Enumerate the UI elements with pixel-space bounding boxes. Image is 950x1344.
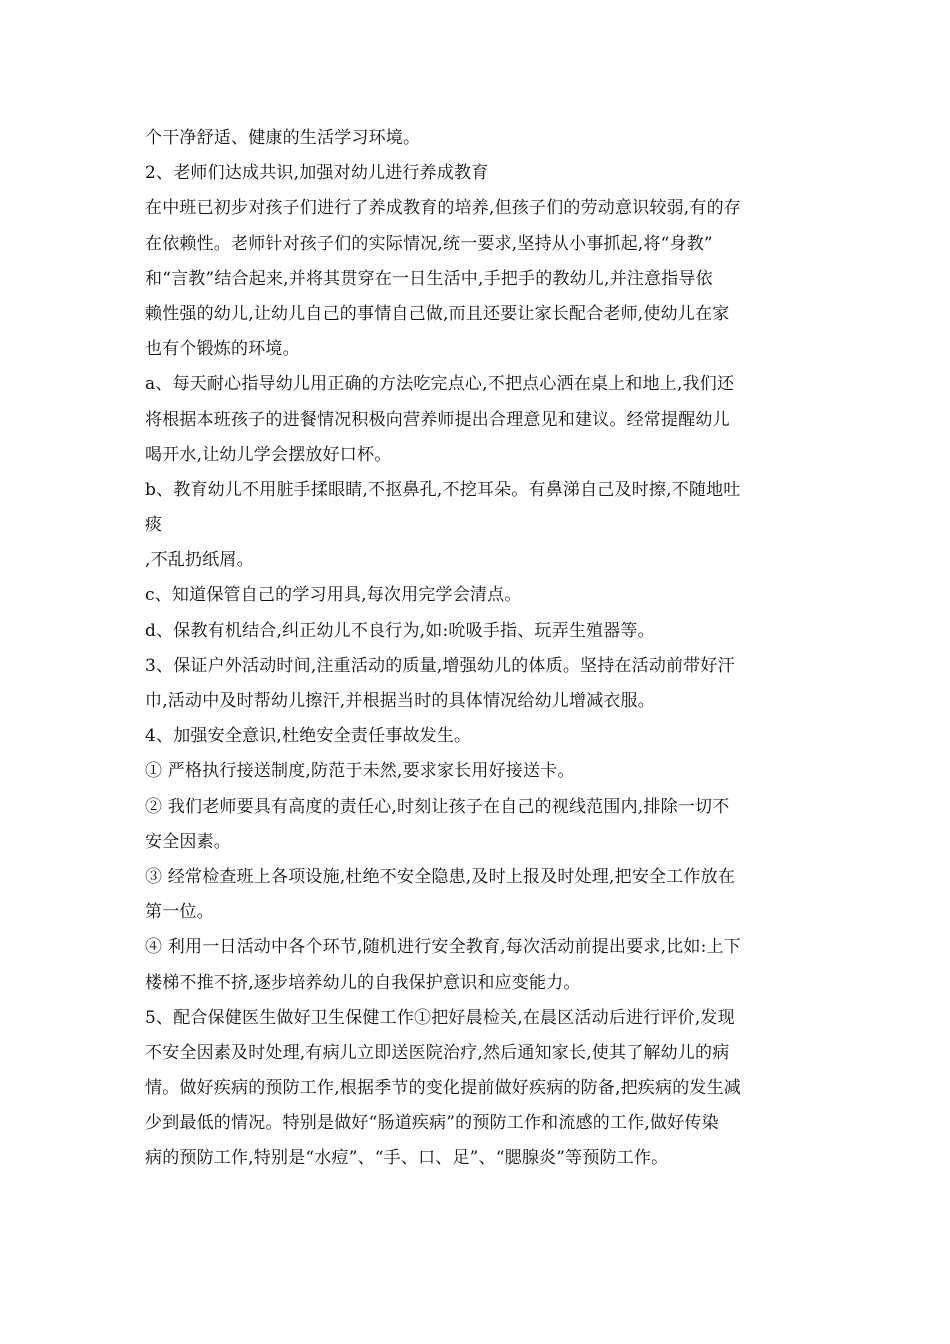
- text-line: ,不乱扔纸屑。: [145, 550, 254, 571]
- text-line: 楼梯不推不挤,逐步培养幼儿的自我保护意识和应变能力。: [145, 972, 581, 993]
- text-line: 和“言教”结合起来,并将其贯穿在一日生活中,手把手的教幼儿,并注意指导依: [145, 268, 713, 289]
- list-item-c: c、知道保管自己的学习用具,每次用完学会清点。: [145, 585, 522, 606]
- text-line: 也有个锻炼的环境。: [145, 339, 300, 360]
- list-item-1: ① 严格执行接送制度,防范于未然,要求家长用好接送卡。: [145, 761, 575, 782]
- text-line: 将根据本班孩子的进餐情况积极向营养师提出合理意见和建议。经常提醒幼儿: [145, 409, 730, 430]
- list-item-a: a、每天耐心指导幼儿用正确的方法吃完点心,不把点心洒在桌上和地上,我们还: [145, 374, 735, 395]
- text-line: 第一位。: [145, 902, 214, 923]
- document-body: [145, 121, 813, 1177]
- section-heading: 3、保证户外活动时间,注重活动的质量,增强幼儿的体质。坚持在活动前带好汗: [145, 655, 735, 676]
- list-item-b: b、教育幼儿不用脏手揉眼睛,不抠鼻孔,不挖耳朵。有鼻涕自己及时擦,不随地吐: [145, 479, 741, 500]
- list-item-d: d、保教有机结合,纠正幼儿不良行为,如:吮吸手指、玩弄生殖器等。: [145, 620, 655, 641]
- text-line: 不安全因素及时处理,有病儿立即送医院治疗,然后通知家长,使其了解幼儿的病: [145, 1042, 730, 1063]
- text-line: 痰: [145, 515, 163, 536]
- text-line: 安全因素。: [145, 831, 231, 852]
- text-line: 个干净舒适、健康的生活学习环境。: [145, 128, 421, 148]
- list-item-3: ③ 经常检查班上各项设施,杜绝不安全隐患,及时上报及时处理,把安全工作放在: [145, 866, 736, 887]
- text-line: 在依赖性。老师针对孩子们的实际情况,统一要求,坚持从小事抓起,将“身教”: [145, 233, 713, 254]
- section-heading: 4、加强安全意识,杜绝安全责任事故发生。: [145, 726, 472, 747]
- list-item-4: ④ 利用一日活动中各个环节,随机进行安全教育,每次活动前提出要求,比如:上下: [145, 937, 741, 958]
- text-line: 病的预防工作,特别是“水痘”、“手、口、足”、“腮腺炎”等预防工作。: [145, 1148, 669, 1169]
- section-heading: 5、配合保健医生做好卫生保健工作①把好晨检关,在晨区活动后进行评价,发现: [145, 1007, 735, 1028]
- text-line: 赖性强的幼儿,让幼儿自己的事情自己做,而且还要让家长配合老师,使幼儿在家: [145, 303, 730, 324]
- text-line: 情。做好疾病的预防工作,根据季节的变化提前做好疾病的防备,把疾病的发生减: [145, 1078, 742, 1099]
- section-heading: 2、老师们达成共识,加强对幼儿进行养成教育: [145, 163, 489, 184]
- text-line: 在中班已初步对孩子们进行了养成教育的培养,但孩子们的劳动意识较弱,有的存: [145, 198, 742, 219]
- text-line: 喝开水,让幼儿学会摆放好口杯。: [145, 444, 392, 465]
- text-line: 巾,活动中及时帮幼儿擦汗,并根据当时的具体情况给幼儿增减衣服。: [145, 691, 656, 711]
- list-item-2: ② 我们老师要具有高度的责任心,时刻让孩子在自己的视线范围内,排除一切不: [145, 796, 730, 817]
- text-line: 少到最低的情况。特别是做好“肠道疾病”的预防工作和流感的工作,做好传染: [145, 1113, 719, 1134]
